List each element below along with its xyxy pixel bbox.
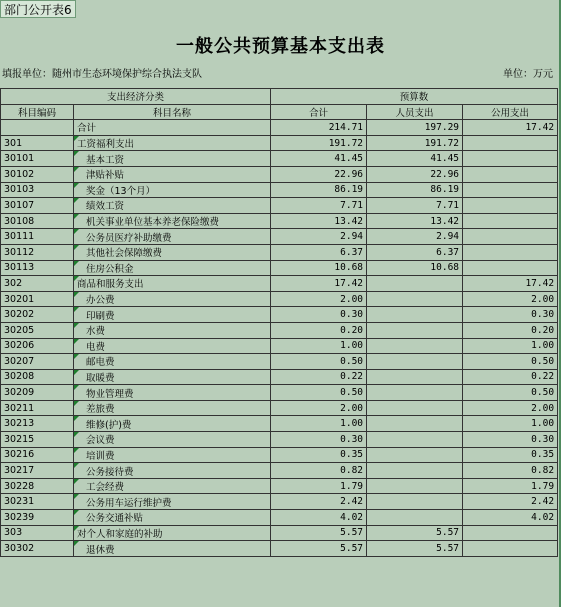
cell-name[interactable] [74,135,271,151]
cell-personnel[interactable]: 191.72 [367,135,463,151]
cell-name[interactable] [74,307,271,323]
cell-public[interactable]: 2.00 [463,291,558,307]
cell-public[interactable] [463,260,558,276]
cell-public[interactable] [463,198,558,214]
cell-personnel[interactable]: 10.68 [367,260,463,276]
header-name: 科目名称 [74,104,271,120]
table-row[interactable] [1,369,558,385]
cell-name[interactable] [74,322,271,338]
cell-personnel[interactable] [367,322,463,338]
cell-name-text: 奖金（13个月） [86,185,156,197]
cell-total[interactable]: 22.96 [271,166,367,182]
cell-personnel[interactable]: 5.57 [367,525,463,541]
header-personnel: 人员支出 [367,104,463,120]
cell-code[interactable]: 30112 [1,244,74,260]
table-row[interactable] [1,385,558,401]
cell-total[interactable]: 1.00 [271,338,367,354]
cell-code[interactable] [1,120,74,136]
cell-public[interactable]: 17.42 [463,120,558,136]
cell-total[interactable]: 1.79 [271,478,367,494]
cell-personnel[interactable] [367,369,463,385]
cell-name[interactable] [74,213,271,229]
cell-name-text: 商品和服务支出 [77,279,144,291]
cell-name-text: 公务用车运行维护费 [86,497,172,509]
cell-public[interactable]: 0.30 [463,307,558,323]
cell-name-text: 其他社会保障缴费 [86,248,163,260]
table-row[interactable] [1,260,558,276]
reporting-unit: 填报单位：随州市生态环境保护综合执法支队 [2,69,202,80]
cell-personnel[interactable] [367,494,463,510]
cell-personnel[interactable] [367,385,463,401]
cell-public[interactable]: 0.50 [463,385,558,401]
page-title: 一般公共预算基本支出表 [176,36,385,57]
cell-code[interactable]: 30107 [1,198,74,214]
cell-name-text: 水费 [86,326,106,338]
cell-personnel[interactable] [367,447,463,463]
cell-name-text: 印刷费 [86,310,115,322]
cell-code[interactable]: 30211 [1,400,74,416]
cell-name-text: 电费 [86,341,106,353]
cell-name-text: 办公费 [86,295,115,307]
cell-total[interactable]: 4.02 [271,510,367,526]
cell-total[interactable]: 5.57 [271,525,367,541]
cell-total[interactable]: 0.35 [271,447,367,463]
cell-name-text: 基本工资 [86,154,125,166]
cell-name[interactable] [74,166,271,182]
cell-public[interactable] [463,151,558,167]
cell-code[interactable]: 30217 [1,463,74,479]
cell-public[interactable]: 0.35 [463,447,558,463]
table-row[interactable] [1,416,558,432]
cell-personnel[interactable] [367,400,463,416]
cell-public[interactable]: 0.50 [463,354,558,370]
unit-label: 单位：万元 [503,69,553,80]
table-row[interactable] [1,541,558,557]
table-row[interactable] [1,120,558,136]
cell-code[interactable]: 30302 [1,541,74,557]
sheet-tag: 部门公开表6 [0,0,76,18]
cell-personnel[interactable] [367,478,463,494]
cell-total[interactable]: 10.68 [271,260,367,276]
cell-name-text: 取暖费 [86,372,115,384]
cell-total[interactable]: 0.50 [271,385,367,401]
cell-personnel[interactable]: 13.42 [367,213,463,229]
cell-name-text: 维修(护)费 [86,419,132,431]
cell-name[interactable] [74,182,271,198]
cell-total[interactable]: 6.37 [271,244,367,260]
cell-name-text: 会议费 [86,435,115,447]
table-row[interactable] [1,322,558,338]
cell-name-text: 合计 [77,123,97,135]
cell-public[interactable]: 17.42 [463,276,558,292]
cell-name[interactable] [74,541,271,557]
cell-code[interactable]: 30202 [1,307,74,323]
cell-total[interactable]: 0.22 [271,369,367,385]
cell-public[interactable]: 4.02 [463,510,558,526]
table-row[interactable] [1,338,558,354]
cell-name[interactable] [74,447,271,463]
header-economic-class: 支出经济分类 [1,89,271,105]
cell-public[interactable] [463,166,558,182]
header-public: 公用支出 [463,104,558,120]
table-row[interactable] [1,291,558,307]
cell-code[interactable]: 30113 [1,260,74,276]
cell-name[interactable] [74,525,271,541]
cell-name-text: 公务交通补贴 [86,513,144,525]
cell-total[interactable]: 2.00 [271,291,367,307]
cell-name[interactable] [74,385,271,401]
cell-name-text: 绩效工资 [86,201,125,213]
cell-name-text: 工资福利支出 [77,139,135,151]
cell-personnel[interactable] [367,510,463,526]
cell-code[interactable]: 30201 [1,291,74,307]
cell-name-text: 培训费 [86,450,115,462]
cell-name-text: 对个人和家庭的补助 [77,528,163,540]
cell-name[interactable] [74,291,271,307]
cell-public[interactable]: 2.42 [463,494,558,510]
cell-public[interactable]: 0.30 [463,432,558,448]
cell-personnel[interactable] [367,291,463,307]
cell-code[interactable]: 301 [1,135,74,151]
cell-code[interactable]: 30205 [1,322,74,338]
cell-name[interactable] [74,229,271,245]
table-row[interactable] [1,244,558,260]
cell-public[interactable] [463,213,558,229]
table-row[interactable] [1,478,558,494]
cell-personnel[interactable] [367,354,463,370]
cell-name[interactable] [74,432,271,448]
table-row[interactable] [1,354,558,370]
budget-table [0,88,558,557]
cell-total[interactable]: 0.30 [271,432,367,448]
header-row-group [1,89,558,105]
cell-code[interactable]: 30102 [1,166,74,182]
cell-personnel[interactable] [367,463,463,479]
cell-name[interactable] [74,494,271,510]
cell-code[interactable]: 30215 [1,432,74,448]
cell-code[interactable]: 30111 [1,229,74,245]
cell-name[interactable] [74,260,271,276]
table-row[interactable] [1,213,558,229]
cell-code[interactable]: 30206 [1,338,74,354]
cell-personnel[interactable]: 7.71 [367,198,463,214]
cell-name-text: 物业管理费 [86,388,134,400]
table-row[interactable] [1,229,558,245]
cell-name[interactable] [74,354,271,370]
cell-name-text: 工会经费 [86,482,125,494]
cell-code[interactable]: 30207 [1,354,74,370]
cell-total[interactable]: 2.42 [271,494,367,510]
cell-personnel[interactable]: 41.45 [367,151,463,167]
cell-name-text: 公务接待费 [86,466,134,478]
cell-name[interactable] [74,510,271,526]
cell-total[interactable]: 7.71 [271,198,367,214]
cell-public[interactable] [463,135,558,151]
cell-name[interactable] [74,198,271,214]
cell-name[interactable] [74,369,271,385]
cell-code[interactable]: 30108 [1,213,74,229]
cell-name[interactable] [74,338,271,354]
table-row[interactable] [1,447,558,463]
cell-public[interactable]: 2.00 [463,400,558,416]
cell-name-text: 公务员医疗补助缴费 [86,232,172,244]
cell-total[interactable]: 2.00 [271,400,367,416]
cell-code[interactable]: 30103 [1,182,74,198]
cell-personnel[interactable]: 2.94 [367,229,463,245]
cell-name-text: 机关事业单位基本养老保险缴费 [86,217,220,229]
cell-total[interactable]: 17.42 [271,276,367,292]
table-row[interactable] [1,494,558,510]
cell-public[interactable] [463,541,558,557]
cell-total[interactable]: 5.57 [271,541,367,557]
header-budget: 预算数 [271,89,558,105]
cell-public[interactable]: 0.20 [463,322,558,338]
cell-total[interactable]: 1.00 [271,416,367,432]
cell-total[interactable]: 214.71 [271,120,367,136]
cell-name[interactable] [74,400,271,416]
cell-name-text: 津贴补贴 [86,170,125,182]
cell-public[interactable]: 1.00 [463,338,558,354]
table-row[interactable] [1,463,558,479]
cell-total[interactable]: 41.45 [271,151,367,167]
header-code: 科目编码 [1,104,74,120]
cell-personnel[interactable] [367,416,463,432]
table-row[interactable] [1,307,558,323]
cell-name[interactable] [74,151,271,167]
table-row[interactable] [1,151,558,167]
cell-public[interactable]: 1.00 [463,416,558,432]
cell-name[interactable] [74,276,271,292]
cell-personnel[interactable]: 5.57 [367,541,463,557]
cell-name-text: 差旅费 [86,404,115,416]
cell-public[interactable] [463,229,558,245]
cell-code[interactable]: 30208 [1,369,74,385]
cell-code[interactable]: 302 [1,276,74,292]
table-row[interactable] [1,135,558,151]
cell-name-text: 住房公积金 [86,263,134,275]
cell-code[interactable]: 30101 [1,151,74,167]
cell-personnel[interactable]: 86.19 [367,182,463,198]
cell-name[interactable] [74,120,271,136]
cell-code[interactable]: 30239 [1,510,74,526]
cell-total[interactable]: 2.94 [271,229,367,245]
header-total: 合计 [271,104,367,120]
cell-name[interactable] [74,478,271,494]
cell-code[interactable]: 30231 [1,494,74,510]
cell-personnel[interactable] [367,338,463,354]
cell-public[interactable] [463,244,558,260]
table-row[interactable] [1,525,558,541]
cell-total[interactable]: 0.20 [271,322,367,338]
cell-personnel[interactable]: 6.37 [367,244,463,260]
table-row[interactable] [1,432,558,448]
table-row[interactable] [1,400,558,416]
table-row[interactable] [1,166,558,182]
cell-total[interactable]: 0.82 [271,463,367,479]
table-row[interactable] [1,198,558,214]
cell-public[interactable] [463,525,558,541]
cell-personnel[interactable]: 197.29 [367,120,463,136]
cell-total[interactable]: 0.50 [271,354,367,370]
cell-code[interactable]: 30213 [1,416,74,432]
cell-total[interactable]: 0.30 [271,307,367,323]
cell-name[interactable] [74,463,271,479]
cell-personnel[interactable] [367,276,463,292]
cell-public[interactable]: 0.82 [463,463,558,479]
table-row[interactable] [1,276,558,292]
table-row[interactable] [1,182,558,198]
cell-name[interactable] [74,416,271,432]
cell-total[interactable]: 86.19 [271,182,367,198]
cell-personnel[interactable] [367,432,463,448]
cell-total[interactable]: 191.72 [271,135,367,151]
cell-personnel[interactable] [367,307,463,323]
cell-name-text: 退休费 [86,544,115,556]
cell-total[interactable]: 13.42 [271,213,367,229]
cell-code[interactable]: 303 [1,525,74,541]
cell-public[interactable]: 1.79 [463,478,558,494]
cell-code[interactable]: 30216 [1,447,74,463]
cell-name-text: 邮电费 [86,357,115,369]
cell-code[interactable]: 30209 [1,385,74,401]
cell-public[interactable]: 0.22 [463,369,558,385]
cell-name[interactable] [74,244,271,260]
table-row[interactable] [1,510,558,526]
header-row-columns [1,104,558,120]
cell-public[interactable] [463,182,558,198]
cell-code[interactable]: 30228 [1,478,74,494]
cell-personnel[interactable]: 22.96 [367,166,463,182]
